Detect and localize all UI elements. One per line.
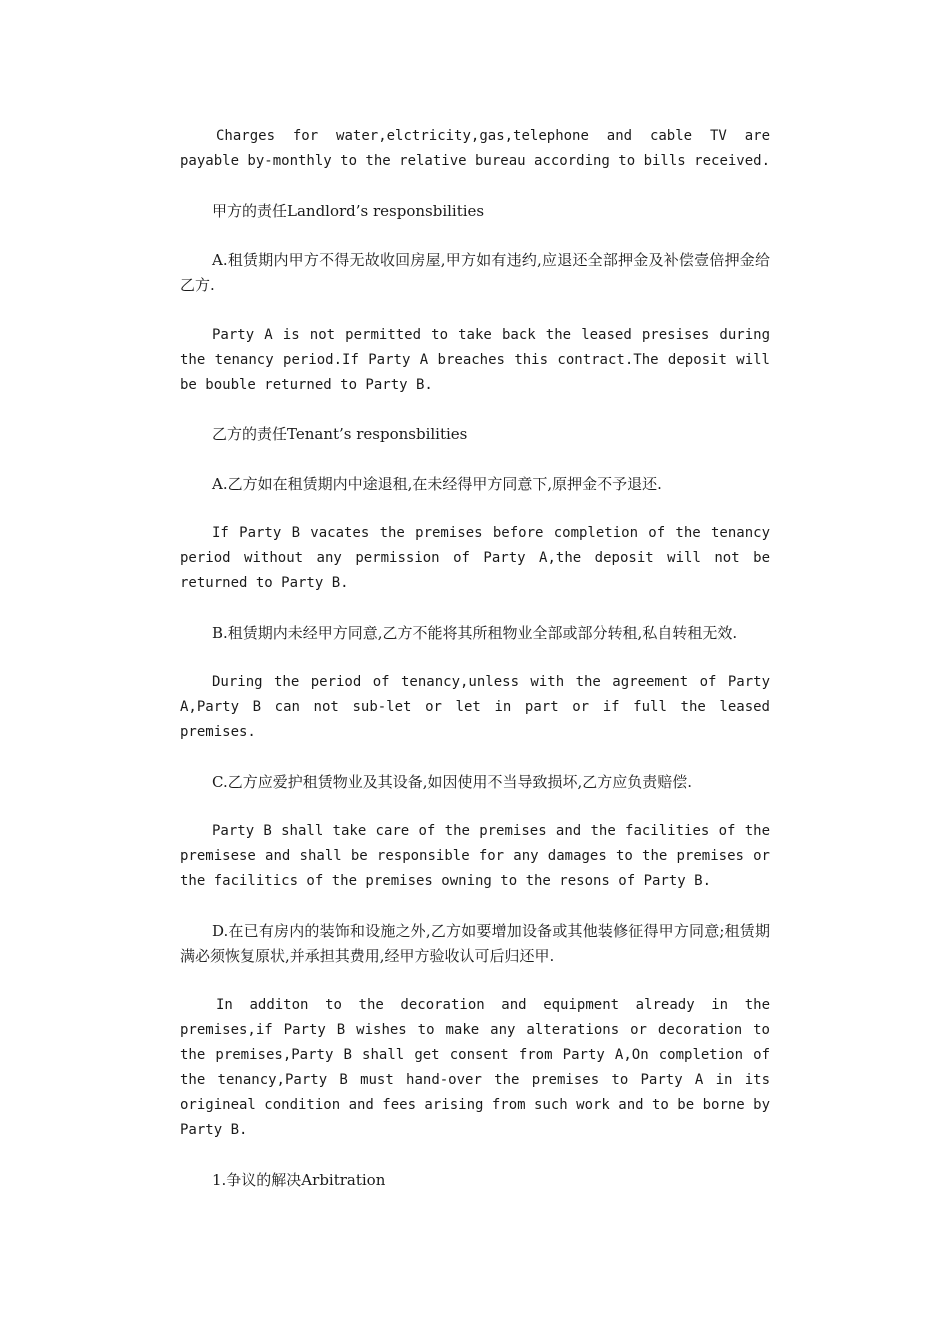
tenant-clause-b-english: During the period of tenancy,unless with the agreement of Party A,Party B can not sub-let or let in part or if full the leased premises.	[180, 674, 770, 740]
tenant-clause-c-english: Party B shall take care of the premises and the facilities of the premisese and shall be responsible for any damages to the premises or the facilitics of the premises owning to the resons of Party B.	[180, 823, 770, 889]
landlord-responsibilities-heading: 甲方的责任Landlord’s responsbilities	[212, 201, 485, 220]
tenant-clause-b-chinese: B.租赁期内未经甲方同意,乙方不能将其所租物业全部或部分转租,私自转租无效.	[212, 623, 738, 642]
tenant-responsibilities-heading: 乙方的责任Tenant’s responsbilities	[212, 425, 468, 443]
tenant-clause-d-english: In additon to the decoration and equipment already in the premises,if Party B wishes to make any alterations or decoration to the premises,Party B shall get consent from Party A,On completion of the tenancy,Party B must hand-over the premises to Party A in its origineal condition and fees arising from such work and to be borne by Party B.	[180, 997, 771, 1138]
tenant-clause-a-chinese: A.乙方如在租赁期内中途退租,在未经得甲方同意下,原押金不予退还.	[212, 474, 662, 493]
document-page	[180, 124, 770, 1217]
tenant-clause-d-chinese: D.在已有房内的装饰和设施之外,乙方如要增加设备或其他装修征得甲方同意;租赁期满必须恢复原状,并承担其费用,经甲方验收认可后归还甲.	[180, 921, 770, 965]
landlord-clause-a-english: Party A is not permitted to take back the leased presises during the tenancy period.If Party A breaches this contract.The deposit will be bouble returned to Party B.	[180, 326, 770, 393]
tenant-clause-c-chinese: C.乙方应爱护租赁物业及其设备,如因使用不当导致损坏,乙方应负责赔偿.	[212, 772, 693, 791]
utilities-charges-paragraph: Charges for water,elctricity,gas,telephone and cable TV are payable by-monthly to the relative bureau according to bills received.	[180, 128, 771, 169]
arbitration-heading: 1.争议的解决Arbitration	[212, 1170, 386, 1189]
landlord-clause-a-chinese: A.租赁期内甲方不得无故收回房屋,甲方如有违约,应退还全部押金及补偿壹倍押金给乙方.	[180, 251, 770, 294]
tenant-clause-a-english: If Party B vacates the premises before completion of the tenancy period without any permission of Party A,the deposit will not be returned to Party B.	[180, 525, 770, 591]
